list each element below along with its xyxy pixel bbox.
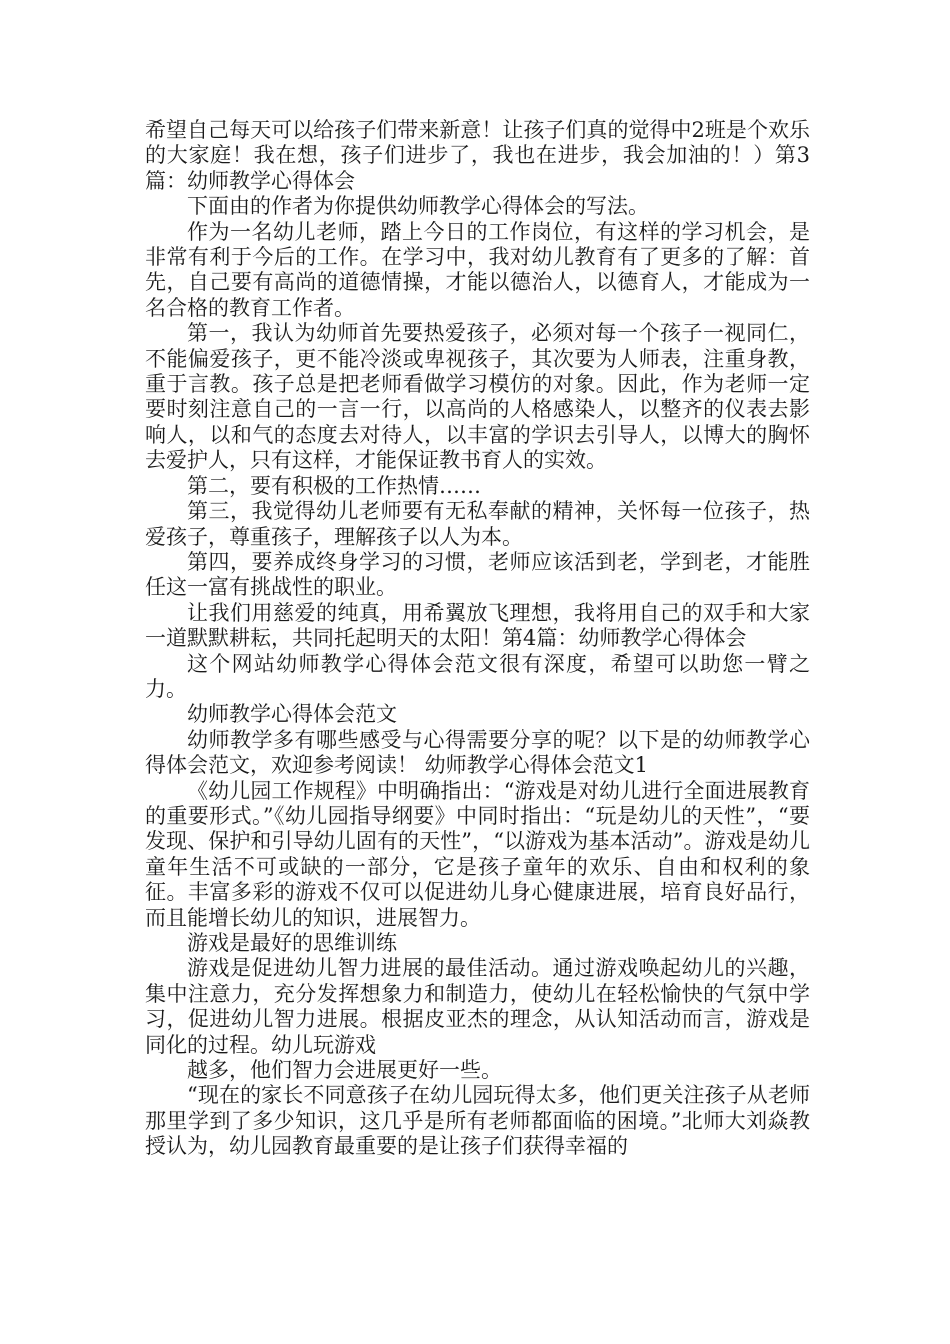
paragraph-teacher-role: 作为一名幼儿老师，踏上今日的工作岗位，有这样的学习机会，是非常有利于今后的工作。在学习中，我对幼儿教育有了更多的了解：首先，自己要有高尚的道德情操，才能以德治人，以德育人，才能成为一名合格的教育工作者。: [145, 219, 810, 320]
paragraph-game-more: 越多，他们智力会进展更好一些。: [187, 1058, 502, 1083]
paragraph-site-note: 这个网站幼师教学心得体会范文很有深度，希望可以助您一臂之力。: [145, 651, 810, 701]
section-heading: 幼师教学心得体会范文: [187, 702, 397, 727]
paragraph-sample-intro: 幼师教学多有哪些感受与心得需要分享的呢？以下是的幼师教学心得体会范文，欢迎参考阅读！ 幼师教学心得体会范文1: [145, 727, 810, 778]
paragraph-regulations: 《幼儿园工作规程》中明确指出：“游戏是对幼儿进行全面进展教育的重要形式。”《幼儿园指导纲要》中同时指出：“玩是幼儿的天性”，“要发现、保护和引导幼儿固有的天性”，“以游戏为基本活动”。游戏是幼儿童年生活不可或缺的一部分，它是孩子童年的欢乐、自由和权利的象征。丰富多彩的游戏不仅可以促进幼儿身心健康进展，培育良好品行，而且能增长幼儿的知识，进展智力。: [145, 778, 810, 930]
paragraph-writing-guide: 下面由的作者为你提供幼师教学心得体会的写法。: [187, 194, 649, 219]
document-page: [145, 118, 810, 1160]
paragraph-intro-continuation: 希望自己每天可以给孩子们带来新意！让孩子们真的觉得中2班是个欢乐的大家庭！我在想，孩子们进步了，我也在进步，我会加油的！）第3篇：幼师教学心得体会: [145, 118, 810, 193]
paragraph-game-intelligence: 游戏是促进幼儿智力进展的最佳活动。通过游戏唤起幼儿的兴趣，集中注意力，充分发挥想象力和制造力，使幼儿在轻松愉快的气氛中学习，促进幼儿智力进展。根据皮亚杰的理念，从认知活动而言，游戏是同化的过程。幼儿玩游戏: [145, 956, 810, 1057]
paragraph-point-two: 第二，要有积极的工作热情……: [187, 473, 481, 498]
paragraph-point-four: 第四，要养成终身学习的习惯，老师应该活到老，学到老，才能胜任这一富有挑战性的职业。: [145, 549, 810, 600]
paragraph-closing: 让我们用慈爱的纯真，用希翼放飞理想，我将用自己的双手和大家一道默默耕耘，共同托起明天的太阳！第4篇：幼师教学心得体会: [145, 600, 810, 651]
paragraph-point-one: 第一，我认为幼师首先要热爱孩子，必须对每一个孩子一视同仁，不能偏爱孩子，更不能冷淡或卑视孩子，其次要为人师表，注重身教，重于言教。孩子总是把老师看做学习模仿的对象。因此，作为老师一定要时刻注意自己的一言一行，以高尚的人格感染人，以整齐的仪表去影响人，以和气的态度去对待人，以丰富的学识去引导人，以博大的胸怀去爱护人，只有这样，才能保证教书育人的实效。: [145, 321, 810, 473]
subheading-thinking-training: 游戏是最好的思维训练: [187, 931, 397, 955]
paragraph-point-three: 第三，我觉得幼儿老师要有无私奉献的精神，关怀每一位孩子，热爱孩子，尊重孩子，理解孩子以人为本。: [145, 499, 810, 549]
paragraph-parents-quote: “现在的家长不同意孩子在幼儿园玩得太多，他们更关注孩子从老师那里学到了多少知识，这几乎是所有老师都面临的困境。”北师大刘焱教授认为，幼儿园教育最重要的是让孩子们获得幸福的: [145, 1083, 810, 1159]
